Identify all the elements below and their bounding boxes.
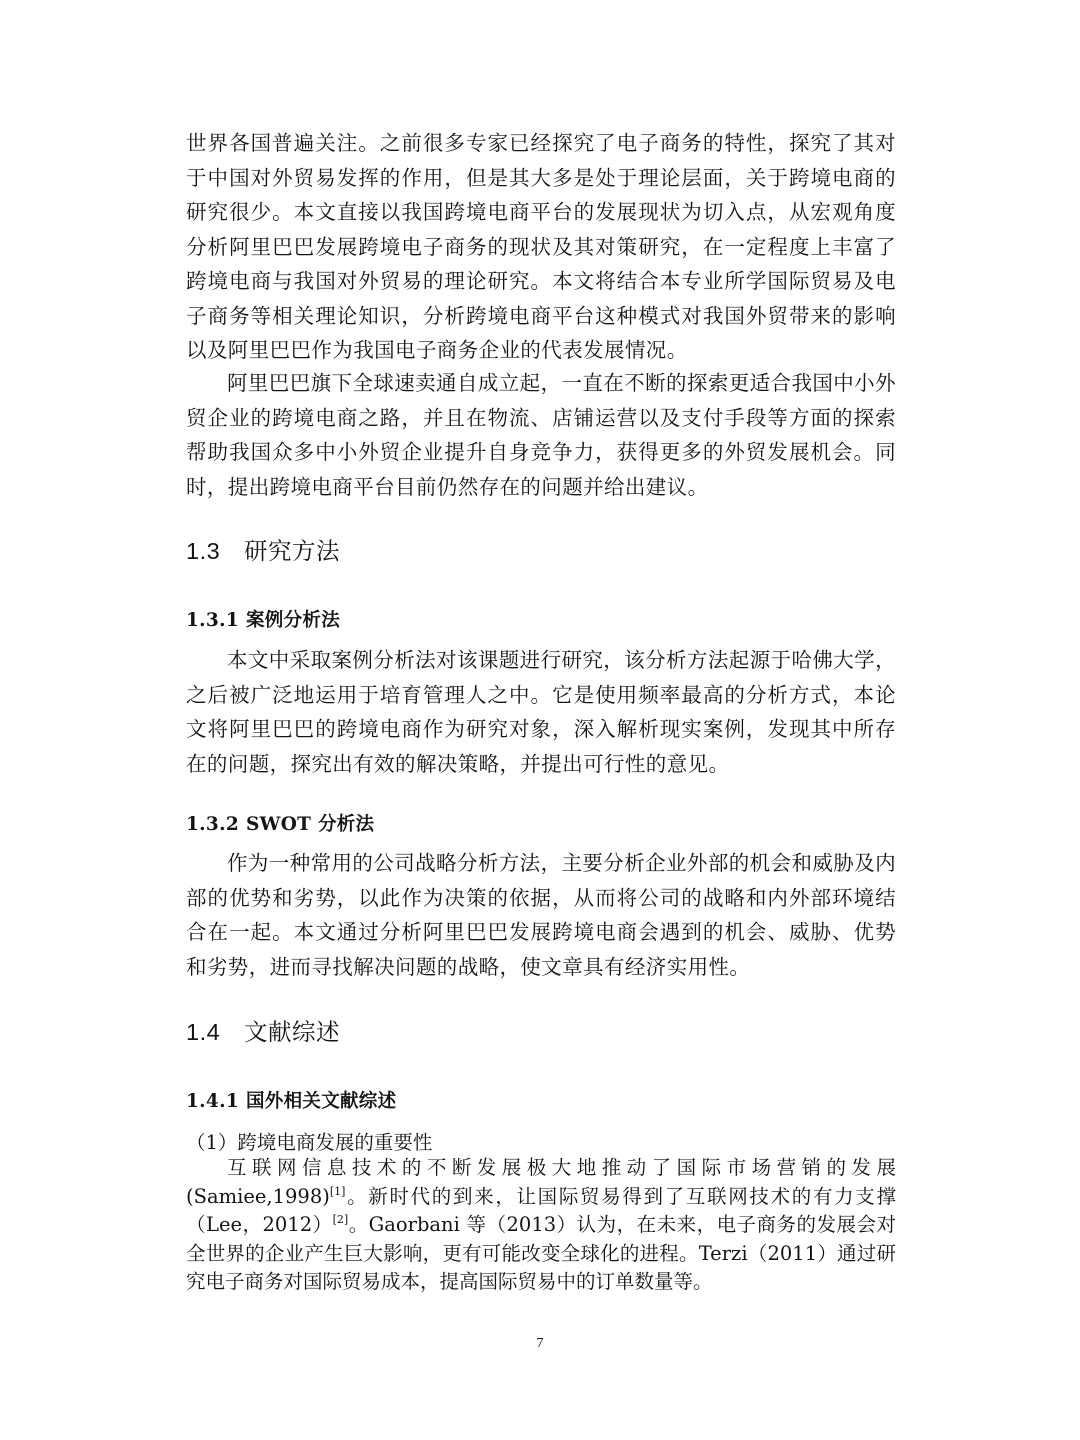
literature-text-part-3: 。Gaorbani 等（2013）认为，在未来，电子商务的发展会对全世界的企业产生巨大影响，更有可能改变全球化的进程。Terzi（2011）通过研究电子商务对国际贸易成本，提高国际贸易中的订单数量等。: [186, 1213, 896, 1293]
page-number: 7: [536, 1336, 544, 1351]
subsection-title: 国外相关文献综述: [246, 1091, 397, 1112]
literature-text-part-1: 互联网信息技术的不断发展极大地推动了国际市场营销的发展(Samiee,1998): [186, 1156, 896, 1208]
intro-paragraph-2: 阿里巴巴旗下全球速卖通自成立起，一直在不断的探索更适合我国中小外贸企业的跨境电商之路，并且在物流、店铺运营以及支付手段等方面的探索帮助我国众多中小外贸企业提升自身竞争力，获得更多的外贸发展机会。同时，提出跨境电商平台目前仍然存在的问题并给出建议。: [186, 371, 896, 499]
section-number: 1.3: [186, 538, 221, 564]
section-heading-1-3: [186, 532, 340, 566]
subsection-title: SWOT 分析法: [246, 814, 375, 835]
subsection-title: 案例分析法: [246, 610, 341, 631]
case-analysis-paragraph: 本文中采取案例分析法对该课题进行研究，该分析方法起源于哈佛大学，之后被广泛地运用于培育管理人之中。它是使用频率最高的分析方式，本论文将阿里巴巴的跨境电商作为研究对象，深入解析现实案例，发现其中所存在的问题，探究出有效的解决策略，并提出可行性的意见。: [186, 648, 896, 776]
section-title: 文献综述: [244, 1018, 340, 1046]
subsection-number: 1.3.1: [186, 610, 239, 631]
subsection-heading-1-3-2: [186, 810, 374, 836]
section-title: 研究方法: [244, 537, 340, 565]
subsection-number: 1.3.2: [186, 814, 239, 835]
literature-subheading: （1）跨境电商发展的重要性: [186, 1131, 433, 1154]
section-heading-1-4: [186, 1013, 340, 1047]
intro-paragraph-continued: 世界各国普遍关注。之前很多专家已经探究了电子商务的特性，探究了其对于中国对外贸易发挥的作用，但是其大多是处于理论层面，关于跨境电商的研究很少。本文直接以我国跨境电商平台的发展现状为切入点，从宏观角度分析阿里巴巴发展跨境电子商务的现状及其对策研究，在一定程度上丰富了跨境电商与我国对外贸易的理论研究。本文将结合本专业所学国际贸易及电子商务等相关理论知识，分析跨境电商平台这种模式对我国外贸带来的影响以及阿里巴巴作为我国电子商务企业的代表发展情况。: [186, 131, 896, 362]
subsection-heading-1-3-1: [186, 606, 340, 632]
literature-text-part-2: 。新时代的到来，让国际贸易得到了互联网技术的有力支撑（Lee，2012）: [186, 1184, 896, 1236]
swot-analysis-paragraph: 作为一种常用的公司战略分析方法，主要分析企业外部的机会和威胁及内部的优势和劣势，以此作为决策的依据，从而将公司的战略和内外部环境结合在一起。本文通过分析阿里巴巴发展跨境电商会遇到的机会、威胁、优势和劣势，进而寻找解决问题的战略，使文章具有经济实用性。: [186, 851, 896, 979]
subsection-heading-1-4-1: [186, 1087, 396, 1113]
literature-paragraph: [186, 1154, 896, 1297]
citation-2: [2]: [332, 1213, 349, 1226]
subsection-number: 1.4.1: [186, 1091, 239, 1112]
citation-1: [1]: [329, 1184, 346, 1198]
section-number: 1.4: [186, 1019, 221, 1045]
